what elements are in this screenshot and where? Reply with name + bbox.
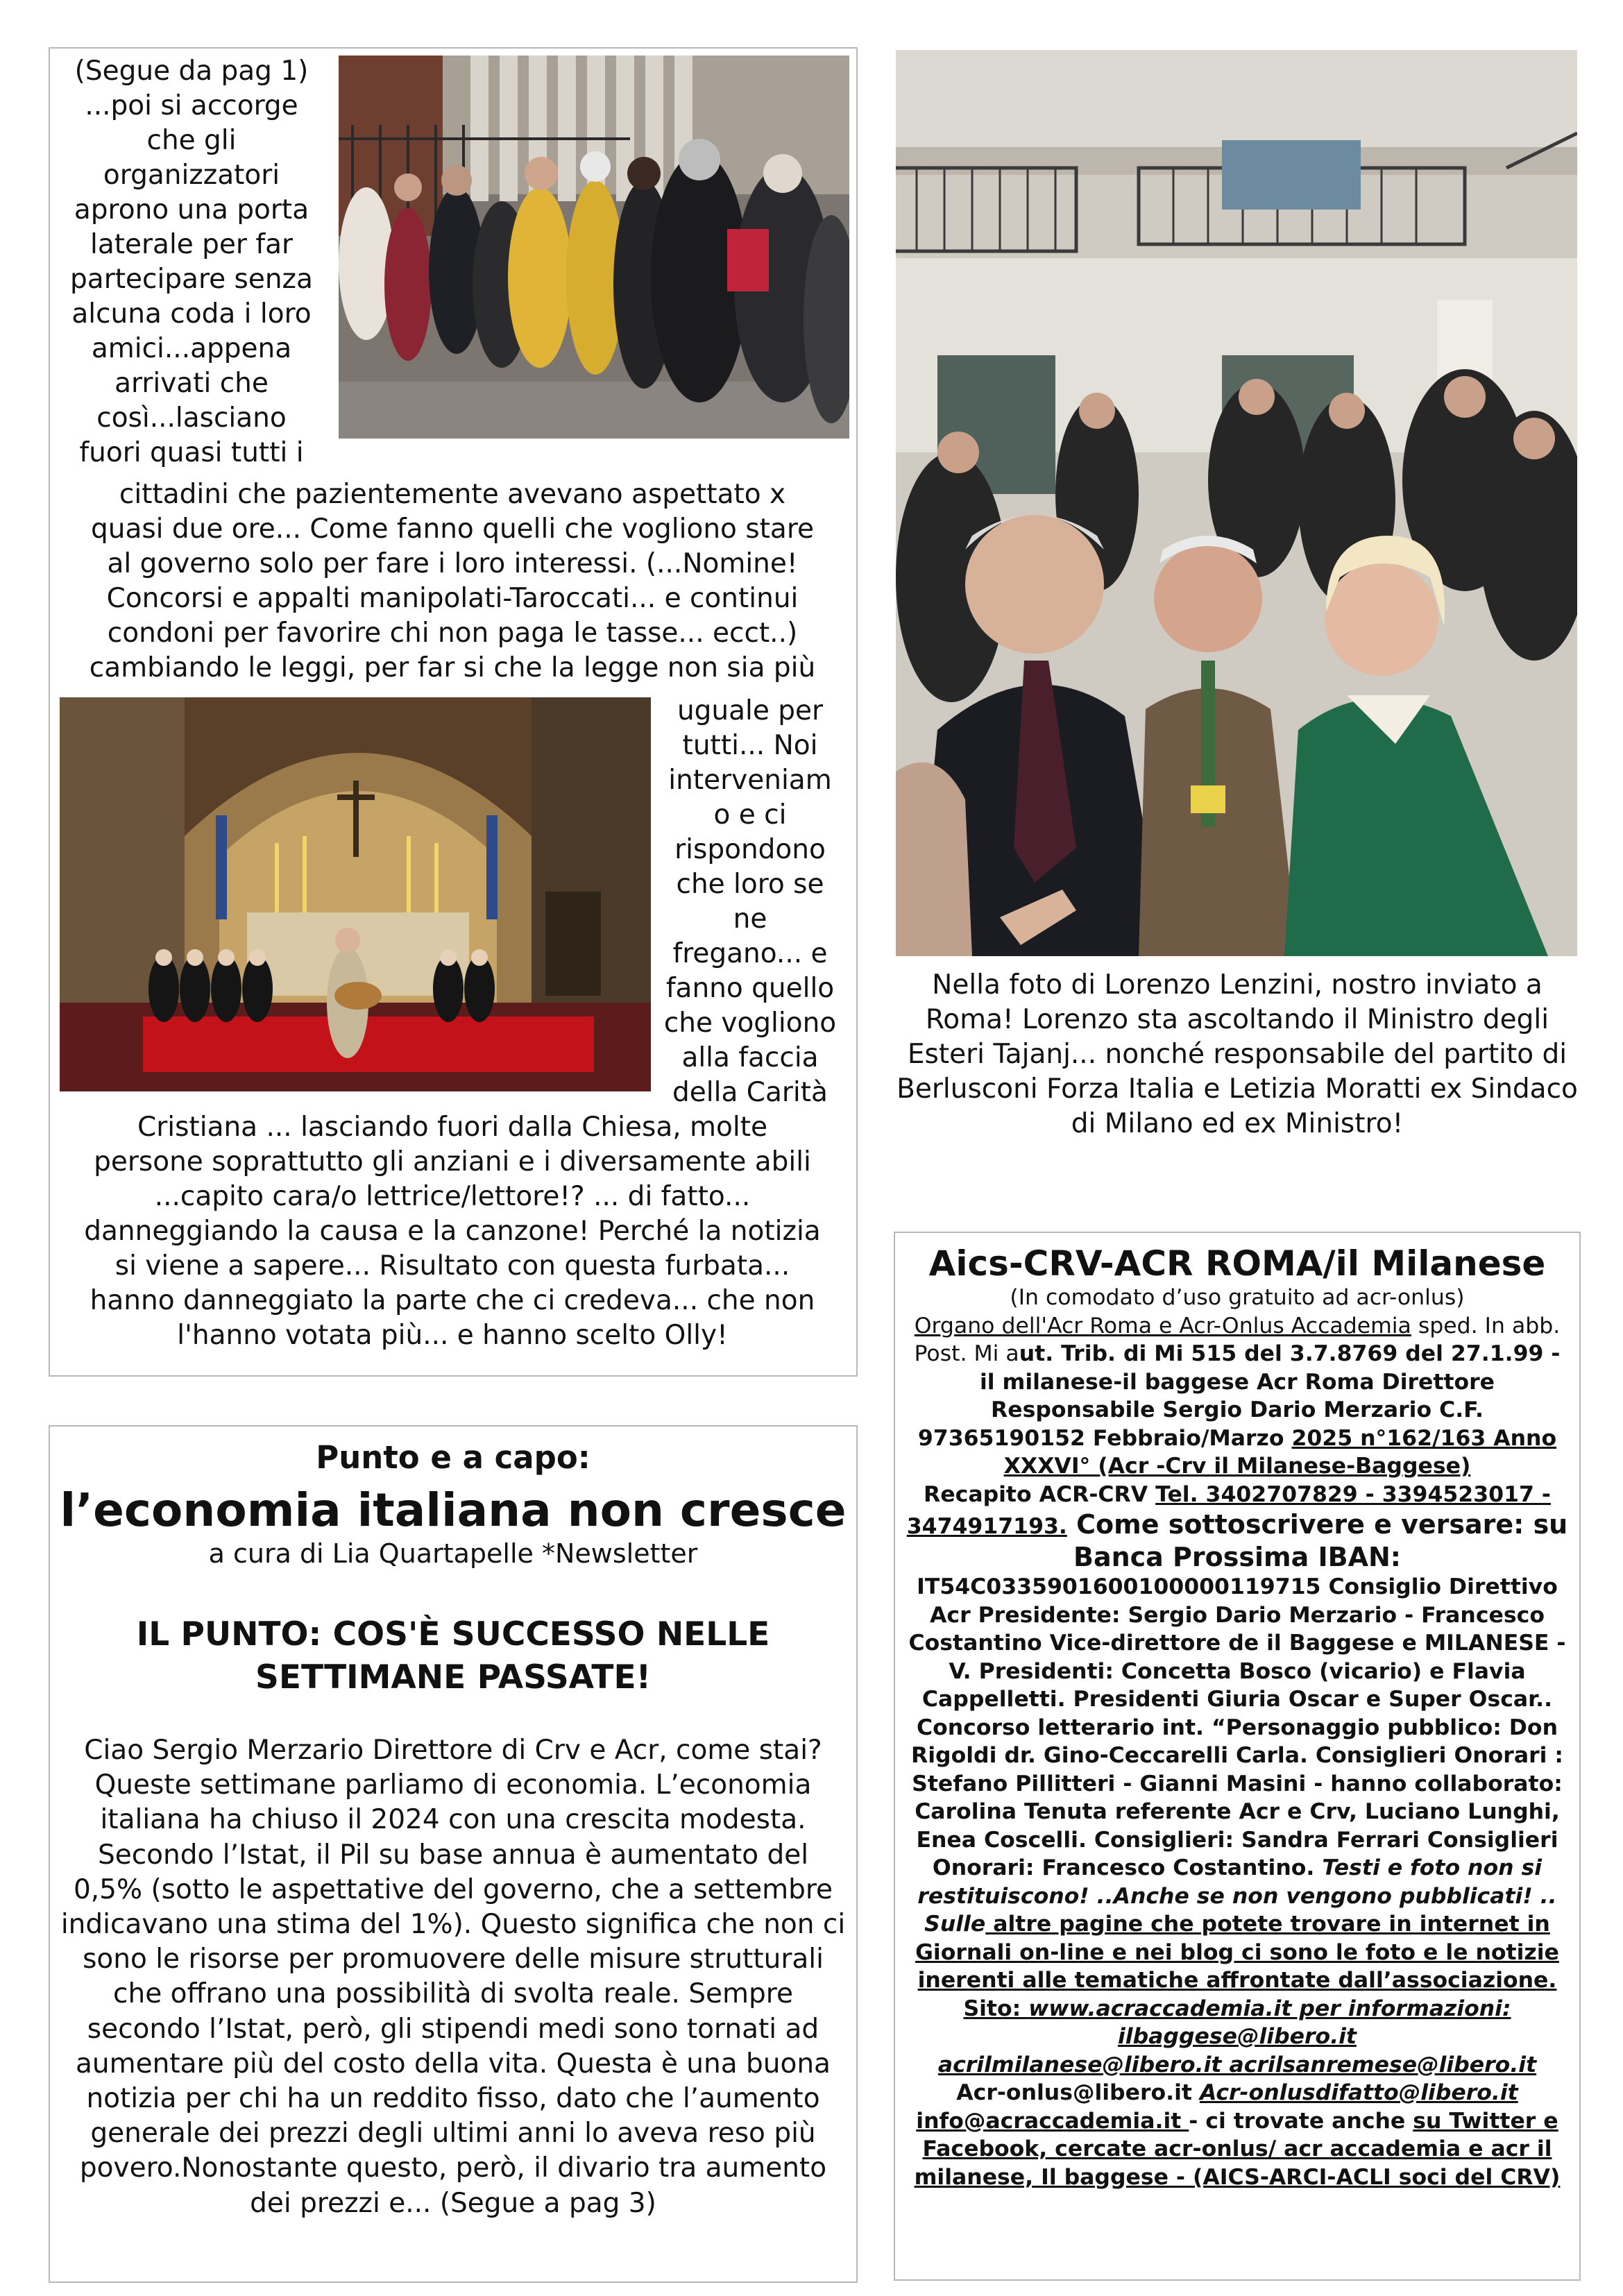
article-headline: l’economia italiana non cresce <box>60 1483 847 1537</box>
masthead-site-link[interactable]: www.acraccademia.it per informazioni: ilbaggese@libero.it <box>1028 1996 1511 2049</box>
masthead-trib: ut. Trib. di Mi 515 del 3.7.8769 del 27.1.99 - il milanese-il baggese Acr Roma Direttore Responsabile Sergio Dario Merzario C.F. 97365190152 Febbraio/Marzo <box>917 1341 1561 1451</box>
masthead-email-info[interactable]: info@acraccademia.it <box>916 2108 1189 2134</box>
masthead-title: Aics-CRV-ACR ROMA/il Milanese <box>928 1243 1546 1284</box>
masthead-body <box>905 1284 1570 2191</box>
article-kicker: Punto e a capo: <box>316 1439 590 1476</box>
masthead-subscribe: Come sottoscrivere e versare: su Banca Prossima IBAN: <box>1067 1509 1568 1572</box>
crowd-photo <box>339 56 849 439</box>
masthead-social: su Twitter e Facebook, cercate acr-onlus/ acr accademia e acr il milanese, Il baggese - (AICS-ARCI-ACLI soci del CRV) <box>914 2108 1561 2190</box>
masthead-iban-board: IT54C0335901600100000119715 Consiglio Direttivo Acr Presidente: Sergio Dario Merzario - Francesco Costantino Vice-direttore de il Baggese e MILANESE - V. Presidenti: Concetta Bosco (vicario) e Flavia Cappelletti. Presidenti Giuria Oscar e Super Oscar.. Concorso letterario int. “Personaggio pubblico: Don Rigoldi dr. Gino-Ceccarelli Carla. Consiglieri Onorari : Stefano Pillitteri - Gianni Masini - hanno collaborato: Carolina Tenuta referente Acr e Crv, Luciano Lunghi, Enea Coscelli. Consiglieri: Sandra Ferrari Consiglieri Onorari: Francesco Costantino. <box>908 1574 1566 1880</box>
masthead-subtitle: (In comodato d’uso gratuito ad acr-onlus) <box>1010 1285 1465 1310</box>
masthead-social-pre: - ci trovate anche <box>1189 2108 1413 2134</box>
event-photo <box>896 50 1577 956</box>
masthead-web-info: altre pagine che potete trovare in internet in Giornali on-line e nei blog ci sono le foto e le notizie inerenti alle tematiche affrontate dall’associazione. Sito: <box>915 1912 1559 2021</box>
photo-caption: Nella foto di Lorenzo Lenzini, nostro inviato a Roma! Lorenzo sta ascoltando il Ministro degli Esteri Tajanj... nonché responsabile del partito di Berlusconi Forza Italia e Letizia Moratti ex Sindaco di Milano ed ex Ministro! <box>897 969 1578 1139</box>
masthead-sped: sped. In abb. Post. Mi a <box>914 1313 1561 1366</box>
masthead-emails[interactable]: acrilmilanese@libero.it acrilsanremese@libero.it <box>937 2052 1537 2077</box>
masthead-recapito-label: Recapito ACR-CRV <box>924 1481 1156 1507</box>
masthead-issue: 2025 n°162/163 Anno XXXVI° (Acr -Crv il Milanese-Baggese) <box>1003 1425 1557 1479</box>
article-text-middle: cittadini che pazientemente avevano aspettato x quasi due ore... Come fanno quelli che vogliono stare al governo solo per fare i loro interessi. (...Nomine! Concorsi e appalti manipolati-Taroccati... e continui condoni per favorire chi non paga le tasse... ecct..) cambiando le leggi, per far si che la legge non sia più <box>89 479 816 683</box>
masthead-email-plain[interactable]: Acr-onlus@libero.it <box>956 2080 1200 2105</box>
article-body: Ciao Sergio Merzario Direttore di Crv e Acr, come stai? Queste settimane parliamo di economia. L’economia italiana ha chiuso il 2024 con una crescita modesta. Secondo l’Istat, il Pil su base annua è aumentato del 0,5% (sotto le aspettative del governo, che a settembre indicavano una stima del 1%). Questo significa che non ci sono le risorse per promuovere delle misure strutturali che offrano una possibilità di svolta reale. Sempre secondo l’Istat, però, gli stipendi medi sono tornati ad aumentare più del costo della vita. Questa è una buona notizia per chi ha un reddito fisso, dato che l’aumento generale dei prezzi degli ultimi anni lo aveva reso più povero.Nonostante questo, però, il divario tra aumento dei prezzi e... (Segue a pag 3) <box>60 1735 846 2219</box>
article-text-side: uguale per tutti... Noi interveniam o e ci rispondono che loro se ne fregano... e fanno quello che vogliono alla faccia della Carità <box>663 695 837 1108</box>
masthead-phones: Tel. 3402707829 - 3394523017 - 3474917193. <box>906 1481 1551 1539</box>
article-section-title: IL PUNTO: COS'È SUCCESSO NELLE SETTIMANE PASSATE! <box>136 1615 770 1697</box>
masthead-email-italic[interactable]: Acr-onlusdifatto@libero.it <box>1199 2080 1518 2105</box>
masthead-disclaimer: Testi e foto non si restituiscono! ..Anche se non vengono pubblicati! .. Sulle <box>917 1855 1557 1937</box>
article-byline: a cura di Lia Quartapelle *Newsletter <box>208 1538 698 1569</box>
masthead-organ: Organo dell'Acr Roma e Acr-Onlus Accademia <box>914 1313 1411 1338</box>
article-text-intro: (Segue da pag 1) ...poi si accorge che gli organizzatori aprono una porta laterale per far partecipare senza alcuna coda i loro amici...appena arrivati che così...lasciano fuori quasi tutti i <box>70 56 313 468</box>
church-concert-photo <box>60 697 651 1091</box>
article-text-conclusion: Cristiana ... lasciando fuori dalla Chiesa, molte persone soprattutto gli anziani e i diversamente abili ...capito cara/o lettrice/lettore!? ... di fatto... danneggiando la causa e la canzone! Perché la notizia si viene a sapere... Risultato con questa furbata... hanno danneggiato la parte che ci credeva... che non l'hanno votata più... e hanno scelto Olly! <box>84 1112 821 1351</box>
